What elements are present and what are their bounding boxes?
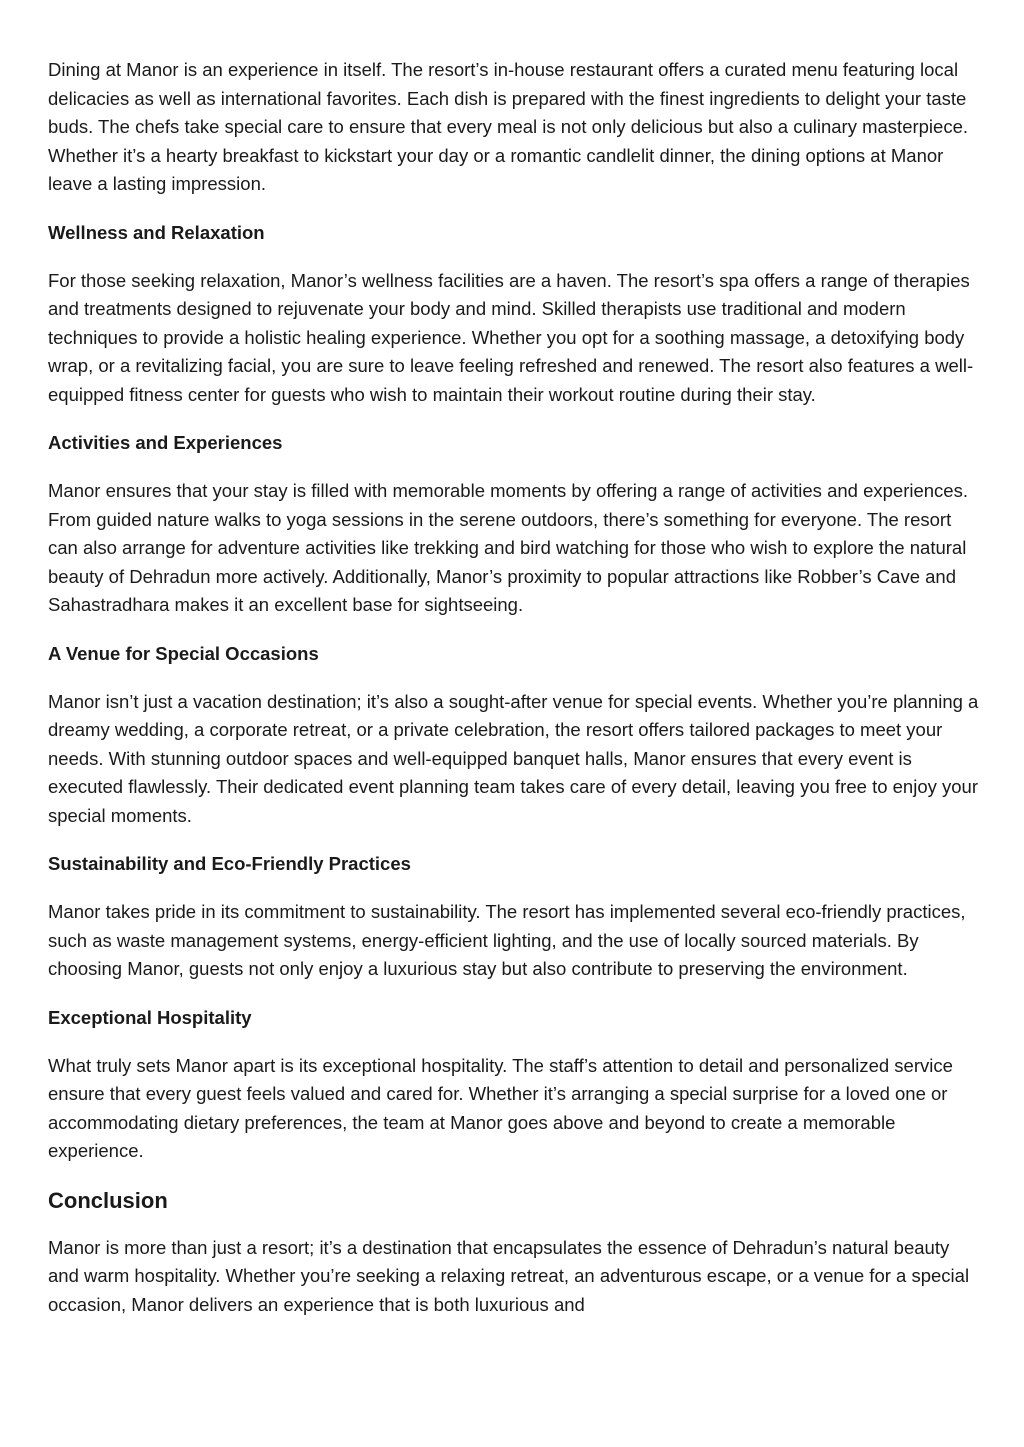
intro-paragraph: Dining at Manor is an experience in itself. The resort’s in-house restaurant offers a curated menu featuring local delicacies as well as international favorites. Each dish is prepared with the finest ingredients to delight your taste buds. The chefs take special care to ensure that every meal is not only delicious but also a culinary masterpiece. Whether it’s a hearty breakfast to kickstart your day or a romantic candlelit dinner, the dining options at Manor leave a lasting impression. xyxy=(48,59,969,194)
conclusion-title: Conclusion xyxy=(48,1187,168,1213)
paragraph-venue: Manor isn’t just a vacation destination; it’s also a sought-after venue for special events. Whether you’re planning a dreamy wedding, a corporate retreat, or a private celebration, the resort offers tailored packages to meet your needs. With stunning outdoor spaces and well-equipped banquet halls, Manor ensures that every event is executed flawlessly. Their dedicated event planning team takes care of every detail, leaving you free to enjoy your special moments. xyxy=(48,690,979,826)
paragraph-activities: Manor ensures that your stay is filled with memorable moments by offering a range of activities and experiences. From guided nature walks to yoga sessions in the serene outdoors, there’s something for everyone. The resort can also arrange for adventure activities like trekking and bird watching for those who wish to explore the natural beauty of Dehradun more actively. Additionally, Manor’s proximity to popular attractions like Robber’s Cave and Sahastradhara makes it an excellent base for sightseeing. xyxy=(48,480,968,615)
heading-sustainability: Sustainability and Eco-Friendly Practices xyxy=(48,853,411,874)
heading-hospitality: Exceptional Hospitality xyxy=(48,1006,252,1028)
paragraph-wellness: For those seeking relaxation, Manor’s wellness facilities are a haven. The resort’s spa offers a range of therapies and treatments designed to rejuvenate your body and mind. Skilled therapists use traditional and modern techniques to provide a holistic healing experience. Whether you opt for a soothing massage, a detoxifying body wrap, or a revitalizing facial, you are sure to leave feeling refreshed and renewed. The resort also features a well-equipped fitness center for guests who wish to maintain their workout routine during their stay. xyxy=(48,269,974,405)
heading-wellness: Wellness and Relaxation xyxy=(48,221,265,243)
heading-activities: Activities and Experiences xyxy=(48,432,283,453)
paragraph-hospitality: What truly sets Manor apart is its exceptional hospitality. The staff’s attention to detail and personalized service ensure that every guest feels valued and cared for. Whether it’s arranging a special surprise for a loved one or accommodating dietary preferences, the team at Manor goes above and beyond to create a memorable experience. xyxy=(48,1054,953,1161)
conclusion-paragraph: Manor is more than just a resort; it’s a destination that encapsulates the essence of Dehradun’s natural beauty and warm hospitality. Whether you’re seeking a relaxing retreat, an adventurous escape, or a venue for a special occasion, Manor delivers an experience that is both luxurious and xyxy=(48,1236,970,1315)
document-page xyxy=(48,56,983,1319)
paragraph-sustainability: Manor takes pride in its commitment to sustainability. The resort has implemented several eco-friendly practices, such as waste management systems, energy-efficient lighting, and the use of locally sourced materials. By choosing Manor, guests not only enjoy a luxurious stay but also contribute to preserving the environment. xyxy=(48,901,966,979)
heading-venue: A Venue for Special Occasions xyxy=(48,642,319,664)
